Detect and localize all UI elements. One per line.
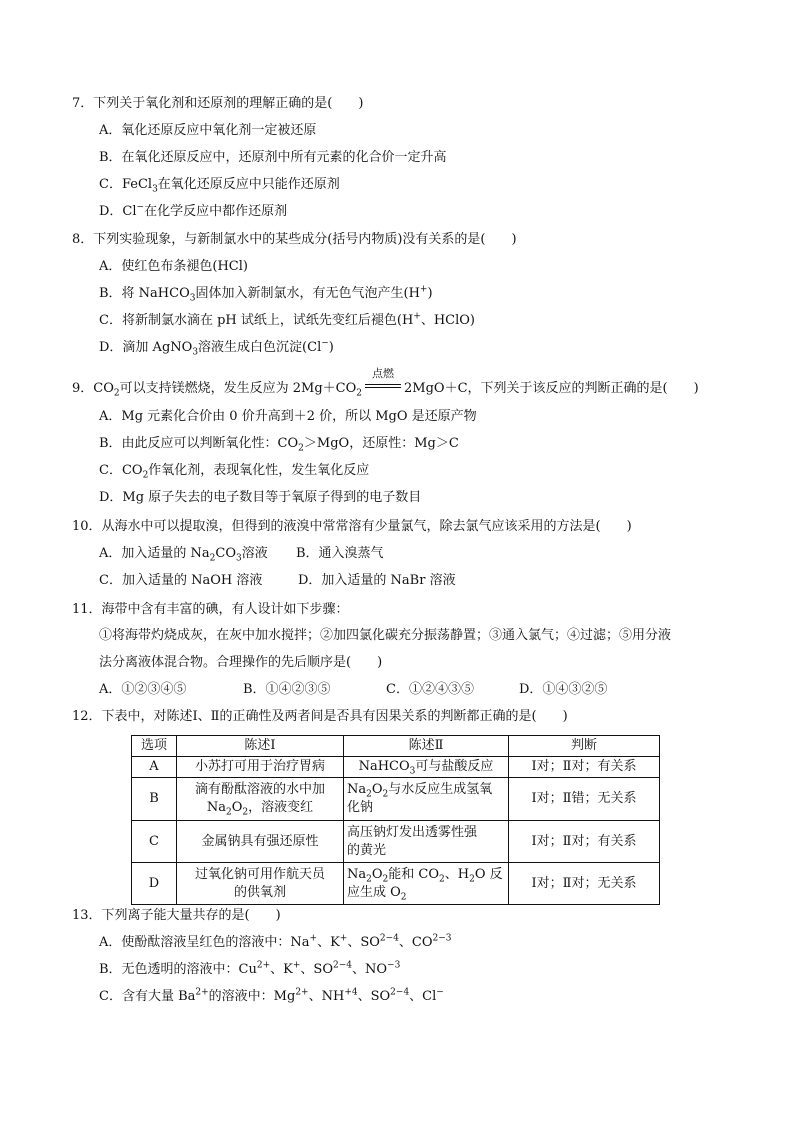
q10-option-b: B．通入溴蒸气 [296, 546, 384, 561]
q8-option-b: B．将 NaHCO$_3$固体加入新制氯水，有无色气泡产生(H+) [99, 284, 433, 304]
q7-option-b: B．在氧化还原反应中，还原剂中所有元素的化合价一定升高 [99, 150, 447, 165]
reaction-arrow [365, 367, 401, 394]
table-cell: NaHCO$_3$可与盐酸反应 [344, 757, 509, 778]
table-header-row [132, 736, 660, 757]
table-row [132, 863, 660, 905]
q10-option-d: D．加入适量的 NaBr 溶液 [298, 573, 456, 588]
q8-stem: 8．下列实验现象，与新制氯水中的某些成分(括号内物质)没有关系的是( ) [72, 232, 517, 247]
q13-option-c: C．含有大量 $Ba^{2+}$的溶液中：$Mg^{2+}$、$NH^{+4}$、$SO^{2-4}$、Cl− [99, 987, 444, 1004]
q11-stem: 11．海带中含有丰富的碘，有人设计如下步骤： [72, 602, 349, 617]
table-cell: 高压钠灯发出透雾性强 的黄光 [344, 821, 509, 863]
q8-option-a: A．使红色布条褪色(HCl) [99, 259, 248, 274]
table-cell: C [132, 821, 177, 863]
reaction-condition: 点燃 [372, 367, 395, 380]
table-header: 陈述Ⅰ [177, 736, 344, 757]
table-header: 选项 [132, 736, 177, 757]
table-cell: $Na_2O_2$能和 $CO_2$、$H_2O$ 反 应生成 $O_2$ [344, 863, 509, 905]
q11-option-a: A．①②③④⑤ [99, 682, 187, 697]
table-cell: Ⅰ对；Ⅱ对；有关系 [509, 821, 660, 863]
q13-option-b: B．无色透明的溶液中：$Cu^{2+}$、K+、$SO^{2-4}$、$NO^{-3}$ [99, 960, 401, 977]
q9-stem: 9．$CO_2$可以支持镁燃烧，发生反应为 $2Mg+CO_2$ 点燃 2MgO＋C，下列关于该反应的判断正确的是( ) [72, 367, 699, 399]
table-cell: B [132, 778, 177, 821]
q13-stem: 13．下列离子能大量共存的是( ) [72, 908, 281, 923]
table-row [132, 778, 660, 821]
table-cell: 过氧化钠可用作航天员 的供氧剂 [177, 863, 344, 905]
q8-option-c: C．将新制氯水滴在 pH 试纸上，试纸先变红后褪色(H+、HClO) [99, 311, 475, 328]
q11-steps-line2: 法分离液体混合物。合理操作的先后顺序是( ) [99, 655, 383, 670]
q12-table [131, 735, 660, 905]
q10-stem: 10．从海水中可以提取溴，但得到的液溴中常常溶有少量氯气，除去氯气应该采用的方法是( ) [72, 519, 632, 534]
q10-option-a: A．加入适量的 $Na_2CO_3$溶液 [99, 546, 268, 564]
table-cell: 滴有酚酞溶液的水中加 $Na_2O_2$，溶液变红 [177, 778, 344, 821]
table-cell: D [132, 863, 177, 905]
table-cell: $Na_2O_2$与水反应生成氢氧 化钠 [344, 778, 509, 821]
table-cell: 金属钠具有强还原性 [177, 821, 344, 863]
table-cell: Ⅰ对；Ⅱ对；有关系 [509, 757, 660, 778]
q7-option-c: C．FeCl$_3$在氧化还原反应中只能作还原剂 [99, 177, 340, 195]
table-row [132, 821, 660, 863]
q12-stem: 12．下表中，对陈述Ⅰ、Ⅱ的正确性及两者间是否具有因果关系的判断都正确的是( ) [72, 709, 568, 724]
q11-option-c: C．①②④③⑤ [386, 682, 474, 697]
q9-option-b: B．由此反应可以判断氧化性：$CO_2>MgO$，还原性：Mg＞C [99, 436, 459, 454]
q7-option-a: A．氧化还原反应中氧化剂一定被还原 [99, 123, 317, 138]
table-header: 判断 [509, 736, 660, 757]
table-cell: Ⅰ对；Ⅱ对；无关系 [509, 863, 660, 905]
q11-option-b: B．①④②③⑤ [243, 682, 331, 697]
q8-option-d: D．滴加 AgNO$_3$溶液生成白色沉淀(Cl−) [99, 338, 334, 358]
table-row [132, 757, 660, 778]
q7-stem: 7．下列关于氧化剂和还原剂的理解正确的是( ) [72, 96, 364, 111]
q11-steps-line1: ①将海带灼烧成灰，在灰中加水搅拌；②加四氯化碳充分振荡静置；③通入氯气；④过滤；⑤用分液 [99, 628, 672, 643]
q9-option-a: A．Mg 元素化合价由 0 价升高到＋2 价，所以 MgO 是还原产物 [99, 409, 477, 424]
q9-option-d: D．Mg 原子失去的电子数目等于氧原子得到的电子数目 [99, 490, 422, 505]
table-header: 陈述Ⅱ [344, 736, 509, 757]
table-cell: A [132, 757, 177, 778]
q10-option-c: C．加入适量的 NaOH 溶液 [99, 573, 263, 588]
table-cell: 小苏打可用于治疗胃病 [177, 757, 344, 778]
q7-option-d: D．Cl−在化学反应中都作还原剂 [99, 202, 288, 219]
q13-option-a: A．使酚酞溶液呈红色的溶液中：Na+、K+、$SO^{2-4}$、$CO^{2-3}$ [99, 933, 452, 950]
q11-option-d: D．①④③②⑤ [519, 682, 608, 697]
table-cell: Ⅰ对；Ⅱ错；无关系 [509, 778, 660, 821]
q9-option-c: C．$CO_2$作氧化剂，表现氧化性，发生氧化反应 [99, 463, 370, 481]
